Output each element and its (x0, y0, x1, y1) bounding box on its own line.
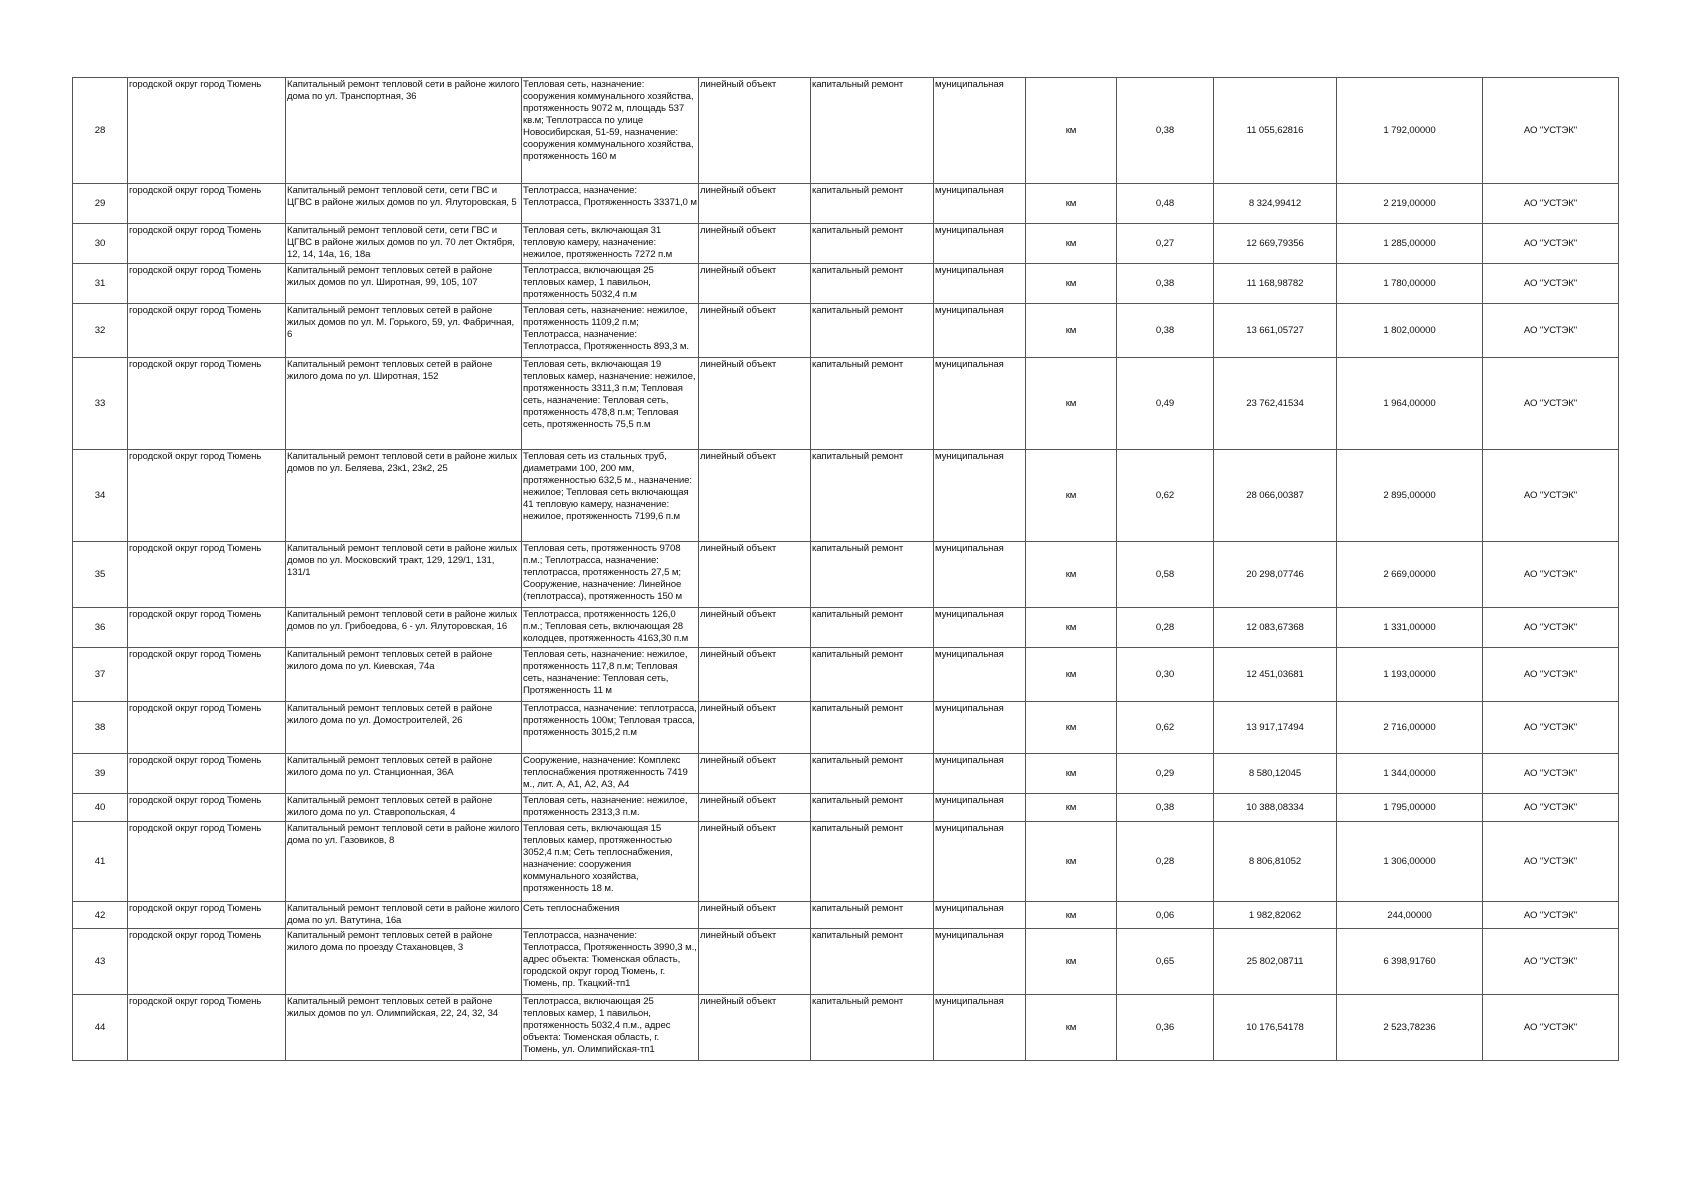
row-number: 30 (73, 224, 128, 264)
work-type-cell: капитальный ремонт (811, 304, 934, 358)
municipality-cell: городской округ город Тюмень (128, 264, 286, 304)
object-description-cell: Теплотрасса, назначение: Теплотрасса, Протяженность 33371,0 м (522, 184, 699, 224)
work-description-cell: Капитальный ремонт тепловой сети в районе жилых домов по ул. Беляева, 23к1, 23к2, 25 (286, 450, 522, 542)
amount-cell: 1 285,00000 (1337, 224, 1483, 264)
row-number: 28 (73, 78, 128, 184)
work-description-cell: Капитальный ремонт тепловых сетей в районе жилых домов по ул. Олимпийская, 22, 24, 32, 34 (286, 995, 522, 1061)
amount-cell: 1 306,00000 (1337, 822, 1483, 902)
length-cell: 0,27 (1117, 224, 1214, 264)
data-table (72, 77, 1619, 1061)
executor-cell: АО "УСТЭК" (1483, 224, 1619, 264)
unit-cell: км (1026, 264, 1117, 304)
table-row (73, 995, 1619, 1061)
row-number: 35 (73, 542, 128, 608)
ownership-cell: муниципальная (934, 184, 1026, 224)
amount-cell: 1 344,00000 (1337, 754, 1483, 794)
ownership-cell: муниципальная (934, 794, 1026, 822)
municipality-cell: городской округ город Тюмень (128, 184, 286, 224)
table-row (73, 78, 1619, 184)
ownership-cell: муниципальная (934, 648, 1026, 702)
length-cell: 0,48 (1117, 184, 1214, 224)
unit-cell: км (1026, 608, 1117, 648)
length-cell: 0,58 (1117, 542, 1214, 608)
length-cell: 0,49 (1117, 358, 1214, 450)
unit-cell: км (1026, 78, 1117, 184)
object-description-cell: Теплотрасса, включающая 25 тепловых камер, 1 павильон, протяженность 5032,4 п.м., адрес объекта: Тюменская область, г. Тюмень, ул. Олимпийская-тп1 (522, 995, 699, 1061)
table-row (73, 358, 1619, 450)
work-description-cell: Капитальный ремонт тепловой сети в районе жилого дома по ул. Ватутина, 16а (286, 902, 522, 929)
municipality-cell: городской округ город Тюмень (128, 304, 286, 358)
executor-cell: АО "УСТЭК" (1483, 542, 1619, 608)
cost-cell: 10 388,08334 (1214, 794, 1337, 822)
work-description-cell: Капитальный ремонт тепловых сетей в районе жилого дома по ул. Домостроителей, 26 (286, 702, 522, 754)
row-number: 36 (73, 608, 128, 648)
ownership-cell: муниципальная (934, 995, 1026, 1061)
ownership-cell: муниципальная (934, 358, 1026, 450)
executor-cell: АО "УСТЭК" (1483, 184, 1619, 224)
municipality-cell: городской округ город Тюмень (128, 822, 286, 902)
municipality-cell: городской округ город Тюмень (128, 358, 286, 450)
amount-cell: 2 219,00000 (1337, 184, 1483, 224)
length-cell: 0,38 (1117, 264, 1214, 304)
object-description-cell: Тепловая сеть из стальных труб, диаметрами 100, 200 мм, протяженностью 632,5 м., назначение: нежилое; Тепловая сеть включающая 41 тепловую камеру, назначение: нежилое, протяженность 7199,6 п.м (522, 450, 699, 542)
object-description-cell: Тепловая сеть, назначение: нежилое, протяженность 1109,2 п.м; Теплотрасса, назначение: Теплотрасса, Протяженность 893,3 м. (522, 304, 699, 358)
work-type-cell: капитальный ремонт (811, 995, 934, 1061)
object-description-cell: Теплотрасса, назначение: Теплотрасса, Протяженность 3990,3 м., адрес объекта: Тюменская область, городской округ город Тюмень, г. Тюмень, пр. Ткацкий-тп1 (522, 929, 699, 995)
length-cell: 0,29 (1117, 754, 1214, 794)
work-type-cell: капитальный ремонт (811, 264, 934, 304)
amount-cell: 2 716,00000 (1337, 702, 1483, 754)
object-type-cell: линейный объект (699, 304, 811, 358)
work-type-cell: капитальный ремонт (811, 608, 934, 648)
unit-cell: км (1026, 304, 1117, 358)
work-description-cell: Капитальный ремонт тепловых сетей в районе жилого дома по ул. Ставропольская, 4 (286, 794, 522, 822)
work-type-cell: капитальный ремонт (811, 450, 934, 542)
executor-cell: АО "УСТЭК" (1483, 822, 1619, 902)
executor-cell: АО "УСТЭК" (1483, 608, 1619, 648)
row-number: 42 (73, 902, 128, 929)
table-row (73, 304, 1619, 358)
unit-cell: км (1026, 184, 1117, 224)
unit-cell: км (1026, 902, 1117, 929)
object-description-cell: Сеть теплоснабжения (522, 902, 699, 929)
municipality-cell: городской округ город Тюмень (128, 794, 286, 822)
cost-cell: 12 669,79356 (1214, 224, 1337, 264)
municipality-cell: городской округ город Тюмень (128, 929, 286, 995)
object-type-cell: линейный объект (699, 702, 811, 754)
length-cell: 0,62 (1117, 450, 1214, 542)
length-cell: 0,38 (1117, 78, 1214, 184)
amount-cell: 1 795,00000 (1337, 794, 1483, 822)
object-description-cell: Тепловая сеть, протяженность 9708 п.м.; Теплотрасса, назначение: теплотрасса, протяженность 27,5 м; Сооружение, назначение: Линейное (теплотрасса), протяженность 150 м (522, 542, 699, 608)
object-description-cell: Тепловая сеть, включающая 19 тепловых камер, назначение: нежилое, протяженность 3311,3 п.м; Тепловая сеть, назначение: Тепловая сеть, протяженность 478,8 п.м; Тепловая сеть, протяженность 75,5 п.м (522, 358, 699, 450)
length-cell: 0,28 (1117, 608, 1214, 648)
table-row (73, 542, 1619, 608)
row-number: 43 (73, 929, 128, 995)
ownership-cell: муниципальная (934, 264, 1026, 304)
length-cell: 0,65 (1117, 929, 1214, 995)
row-number: 44 (73, 995, 128, 1061)
object-type-cell: линейный объект (699, 822, 811, 902)
work-type-cell: капитальный ремонт (811, 702, 934, 754)
ownership-cell: муниципальная (934, 754, 1026, 794)
length-cell: 0,28 (1117, 822, 1214, 902)
ownership-cell: муниципальная (934, 78, 1026, 184)
row-number: 37 (73, 648, 128, 702)
municipality-cell: городской округ город Тюмень (128, 754, 286, 794)
work-description-cell: Капитальный ремонт тепловых сетей в районе жилого дома по проезду Стахановцев, 3 (286, 929, 522, 995)
municipality-cell: городской округ город Тюмень (128, 450, 286, 542)
work-description-cell: Капитальный ремонт тепловых сетей в районе жилого дома по ул. Широтная, 152 (286, 358, 522, 450)
amount-cell: 1 802,00000 (1337, 304, 1483, 358)
unit-cell: км (1026, 702, 1117, 754)
amount-cell: 1 964,00000 (1337, 358, 1483, 450)
table-row (73, 929, 1619, 995)
executor-cell: АО "УСТЭК" (1483, 902, 1619, 929)
executor-cell: АО "УСТЭК" (1483, 995, 1619, 1061)
object-type-cell: линейный объект (699, 608, 811, 648)
municipality-cell: городской округ город Тюмень (128, 995, 286, 1061)
row-number: 40 (73, 794, 128, 822)
ownership-cell: муниципальная (934, 822, 1026, 902)
object-type-cell: линейный объект (699, 450, 811, 542)
executor-cell: АО "УСТЭК" (1483, 648, 1619, 702)
municipality-cell: городской округ город Тюмень (128, 78, 286, 184)
work-description-cell: Капитальный ремонт тепловой сети в районе жилого дома по ул. Газовиков, 8 (286, 822, 522, 902)
table-row (73, 822, 1619, 902)
table-row (73, 794, 1619, 822)
object-description-cell: Сооружение, назначение: Комплекс теплоснабжения протяженность 7419 м., лит. А, А1, А2, А3, А4 (522, 754, 699, 794)
work-description-cell: Капитальный ремонт тепловой сети, сети ГВС и ЦГВС в районе жилых домов по ул. Ялуторовская, 5 (286, 184, 522, 224)
row-number: 33 (73, 358, 128, 450)
work-type-cell: капитальный ремонт (811, 902, 934, 929)
ownership-cell: муниципальная (934, 542, 1026, 608)
object-type-cell: линейный объект (699, 794, 811, 822)
work-description-cell: Капитальный ремонт тепловой сети в районе жилых домов по ул. Московский тракт, 129, 129/1, 131, 131/1 (286, 542, 522, 608)
work-description-cell: Капитальный ремонт тепловых сетей в районе жилых домов по ул. Широтная, 99, 105, 107 (286, 264, 522, 304)
table-row (73, 184, 1619, 224)
object-description-cell: Тепловая сеть, включающая 15 тепловых камер, протяженностью 3052,4 п.м; Сеть теплоснабжения, назначение: сооружения коммунального хозяйства, протяженность 18 м. (522, 822, 699, 902)
executor-cell: АО "УСТЭК" (1483, 794, 1619, 822)
cost-cell: 8 580,12045 (1214, 754, 1337, 794)
amount-cell: 2 523,78236 (1337, 995, 1483, 1061)
table-row (73, 224, 1619, 264)
cost-cell: 23 762,41534 (1214, 358, 1337, 450)
cost-cell: 8 806,81052 (1214, 822, 1337, 902)
table-body (73, 78, 1619, 1061)
amount-cell: 2 895,00000 (1337, 450, 1483, 542)
length-cell: 0,38 (1117, 794, 1214, 822)
municipality-cell: городской округ город Тюмень (128, 224, 286, 264)
cost-cell: 12 083,67368 (1214, 608, 1337, 648)
work-description-cell: Капитальный ремонт тепловой сети, сети ГВС и ЦГВС в районе жилых домов по ул. 70 лет Октября, 12, 14, 14а, 16, 18а (286, 224, 522, 264)
object-type-cell: линейный объект (699, 648, 811, 702)
ownership-cell: муниципальная (934, 224, 1026, 264)
unit-cell: км (1026, 822, 1117, 902)
municipality-cell: городской округ город Тюмень (128, 902, 286, 929)
executor-cell: АО "УСТЭК" (1483, 702, 1619, 754)
amount-cell: 1 792,00000 (1337, 78, 1483, 184)
object-type-cell: линейный объект (699, 184, 811, 224)
executor-cell: АО "УСТЭК" (1483, 264, 1619, 304)
object-description-cell: Тепловая сеть, назначение: нежилое, протяженность 117,8 п.м; Тепловая сеть, назначение: Тепловая сеть, Протяженность 11 м (522, 648, 699, 702)
object-description-cell: Тепловая сеть, назначение: сооружения коммунального хозяйства, протяженность 9072 м, площадь 537 кв.м; Теплотрасса по улице Новосибирская, 51-59, назначение: сооружения коммунального хозяйства, протяженность 160 м (522, 78, 699, 184)
object-description-cell: Теплотрасса, протяженность 126,0 п.м.; Тепловая сеть, включающая 28 колодцев, протяженность 4163,30 п.м (522, 608, 699, 648)
ownership-cell: муниципальная (934, 304, 1026, 358)
work-type-cell: капитальный ремонт (811, 822, 934, 902)
amount-cell: 1 780,00000 (1337, 264, 1483, 304)
cost-cell: 13 917,17494 (1214, 702, 1337, 754)
length-cell: 0,38 (1117, 304, 1214, 358)
unit-cell: км (1026, 648, 1117, 702)
amount-cell: 1 193,00000 (1337, 648, 1483, 702)
ownership-cell: муниципальная (934, 608, 1026, 648)
work-type-cell: капитальный ремонт (811, 358, 934, 450)
ownership-cell: муниципальная (934, 450, 1026, 542)
municipality-cell: городской округ город Тюмень (128, 702, 286, 754)
object-type-cell: линейный объект (699, 542, 811, 608)
row-number: 31 (73, 264, 128, 304)
object-description-cell: Теплотрасса, включающая 25 тепловых камер, 1 павильон, протяженность 5032,4 п.м (522, 264, 699, 304)
object-type-cell: линейный объект (699, 754, 811, 794)
length-cell: 0,36 (1117, 995, 1214, 1061)
work-description-cell: Капитальный ремонт тепловой сети в районе жилых домов по ул. Грибоедова, 6 - ул. Ялуторовская, 16 (286, 608, 522, 648)
object-type-cell: линейный объект (699, 224, 811, 264)
work-type-cell: капитальный ремонт (811, 542, 934, 608)
unit-cell: км (1026, 995, 1117, 1061)
municipality-cell: городской округ город Тюмень (128, 608, 286, 648)
work-description-cell: Капитальный ремонт тепловых сетей в районе жилого дома по ул. Киевская, 74а (286, 648, 522, 702)
cost-cell: 28 066,00387 (1214, 450, 1337, 542)
table-row (73, 648, 1619, 702)
work-type-cell: капитальный ремонт (811, 648, 934, 702)
cost-cell: 11 168,98782 (1214, 264, 1337, 304)
cost-cell: 20 298,07746 (1214, 542, 1337, 608)
work-description-cell: Капитальный ремонт тепловой сети в районе жилого дома по ул. Транспортная, 36 (286, 78, 522, 184)
cost-cell: 12 451,03681 (1214, 648, 1337, 702)
unit-cell: км (1026, 358, 1117, 450)
work-type-cell: капитальный ремонт (811, 929, 934, 995)
work-description-cell: Капитальный ремонт тепловых сетей в районе жилого дома по ул. Станционная, 36А (286, 754, 522, 794)
cost-cell: 11 055,62816 (1214, 78, 1337, 184)
object-type-cell: линейный объект (699, 902, 811, 929)
row-number: 41 (73, 822, 128, 902)
table-row (73, 902, 1619, 929)
length-cell: 0,06 (1117, 902, 1214, 929)
row-number: 38 (73, 702, 128, 754)
table-row (73, 702, 1619, 754)
table-row (73, 450, 1619, 542)
unit-cell: км (1026, 450, 1117, 542)
object-description-cell: Тепловая сеть, включающая 31 тепловую камеру, назначение: нежилое, протяженность 7272 п.м (522, 224, 699, 264)
amount-cell: 1 331,00000 (1337, 608, 1483, 648)
amount-cell: 244,00000 (1337, 902, 1483, 929)
unit-cell: км (1026, 542, 1117, 608)
cost-cell: 10 176,54178 (1214, 995, 1337, 1061)
object-type-cell: линейный объект (699, 995, 811, 1061)
cost-cell: 13 661,05727 (1214, 304, 1337, 358)
amount-cell: 2 669,00000 (1337, 542, 1483, 608)
work-type-cell: капитальный ремонт (811, 794, 934, 822)
ownership-cell: муниципальная (934, 902, 1026, 929)
object-description-cell: Тепловая сеть, назначение: нежилое, протяженность 2313,3 п.м. (522, 794, 699, 822)
length-cell: 0,62 (1117, 702, 1214, 754)
table-row (73, 264, 1619, 304)
ownership-cell: муниципальная (934, 702, 1026, 754)
row-number: 39 (73, 754, 128, 794)
cost-cell: 1 982,82062 (1214, 902, 1337, 929)
row-number: 29 (73, 184, 128, 224)
work-description-cell: Капитальный ремонт тепловых сетей в районе жилых домов по ул. М. Горького, 59, ул. Фабричная, 6 (286, 304, 522, 358)
row-number: 32 (73, 304, 128, 358)
municipality-cell: городской округ город Тюмень (128, 542, 286, 608)
executor-cell: АО "УСТЭК" (1483, 754, 1619, 794)
amount-cell: 6 398,91760 (1337, 929, 1483, 995)
executor-cell: АО "УСТЭК" (1483, 450, 1619, 542)
length-cell: 0,30 (1117, 648, 1214, 702)
unit-cell: км (1026, 929, 1117, 995)
work-type-cell: капитальный ремонт (811, 184, 934, 224)
executor-cell: АО "УСТЭК" (1483, 78, 1619, 184)
table-row (73, 608, 1619, 648)
object-type-cell: линейный объект (699, 929, 811, 995)
unit-cell: км (1026, 794, 1117, 822)
cost-cell: 25 802,08711 (1214, 929, 1337, 995)
municipality-cell: городской округ город Тюмень (128, 648, 286, 702)
unit-cell: км (1026, 754, 1117, 794)
object-description-cell: Теплотрасса, назначение: теплотрасса, протяженность 100м; Тепловая трасса, протяженность 3015,2 п.м (522, 702, 699, 754)
object-type-cell: линейный объект (699, 78, 811, 184)
unit-cell: км (1026, 224, 1117, 264)
executor-cell: АО "УСТЭК" (1483, 304, 1619, 358)
work-type-cell: капитальный ремонт (811, 754, 934, 794)
work-type-cell: капитальный ремонт (811, 78, 934, 184)
row-number: 34 (73, 450, 128, 542)
executor-cell: АО "УСТЭК" (1483, 358, 1619, 450)
work-type-cell: капитальный ремонт (811, 224, 934, 264)
object-type-cell: линейный объект (699, 264, 811, 304)
object-type-cell: линейный объект (699, 358, 811, 450)
executor-cell: АО "УСТЭК" (1483, 929, 1619, 995)
ownership-cell: муниципальная (934, 929, 1026, 995)
cost-cell: 8 324,99412 (1214, 184, 1337, 224)
table-row (73, 754, 1619, 794)
